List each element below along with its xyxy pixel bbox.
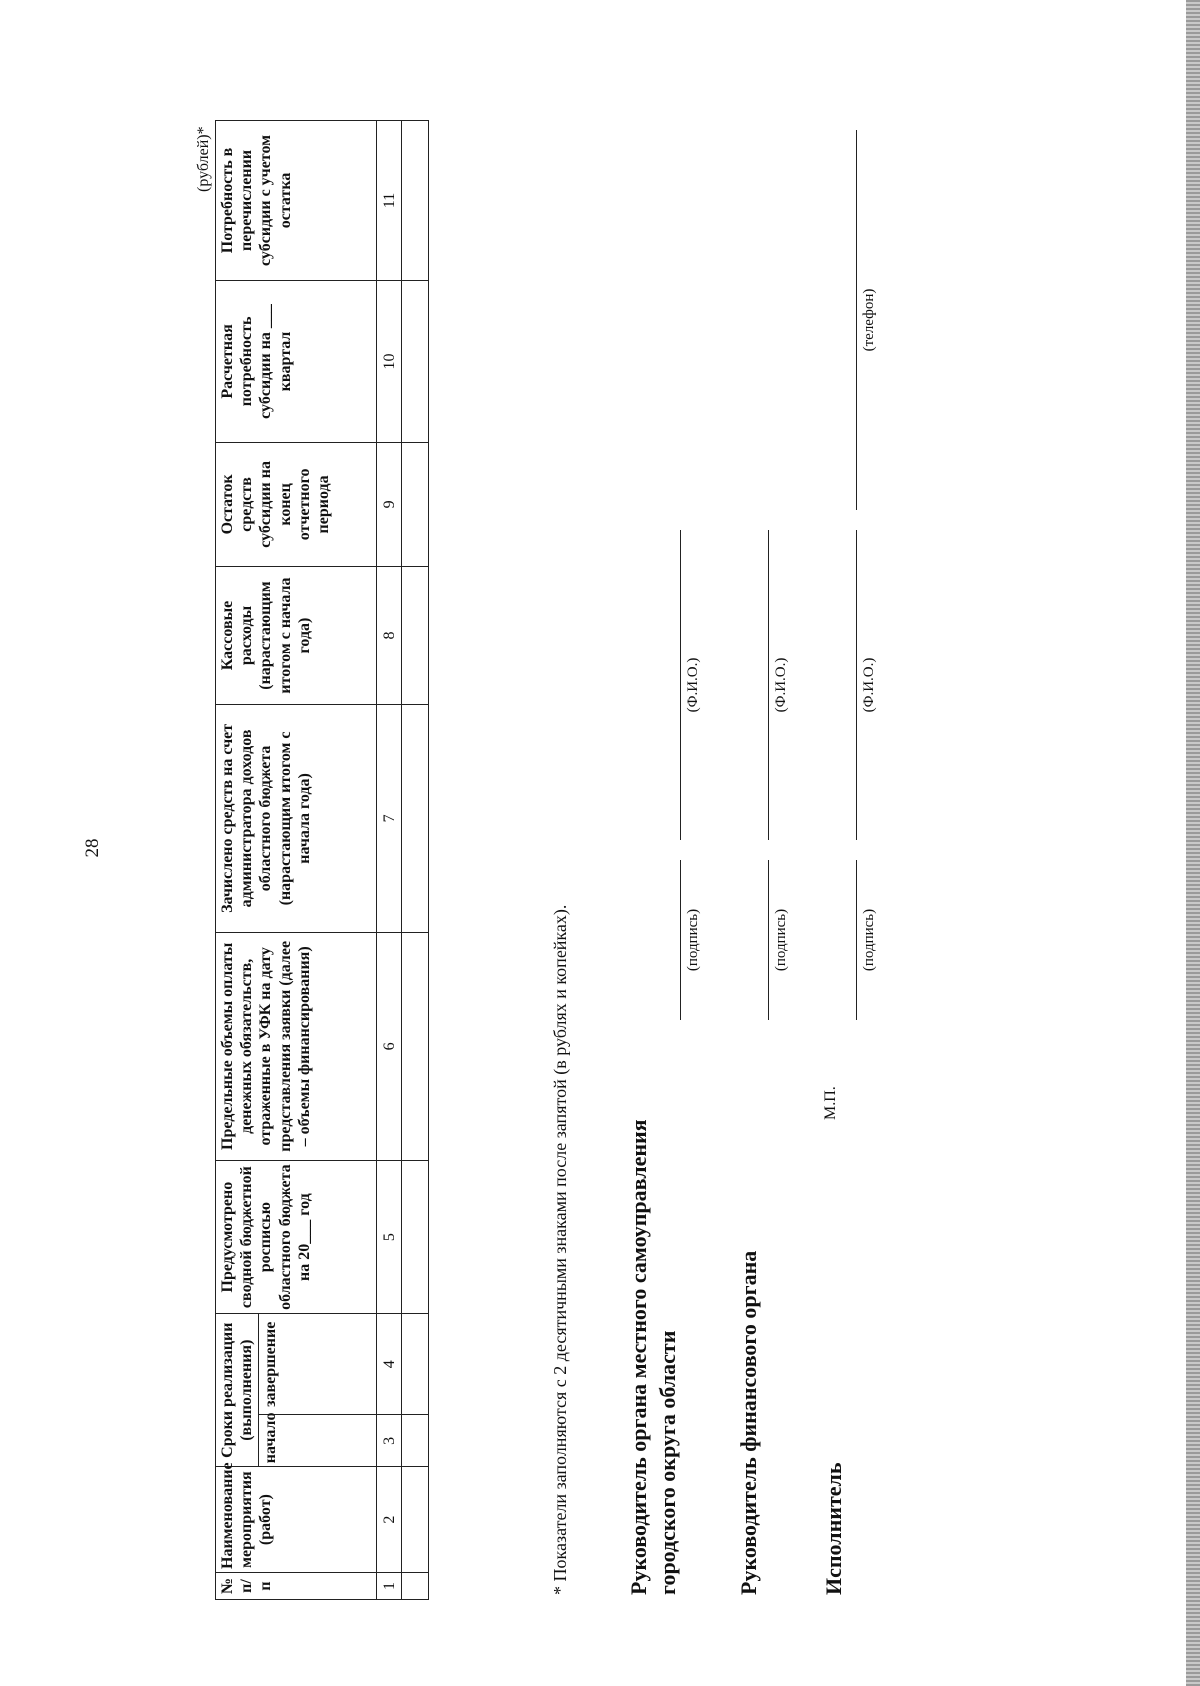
column-number: 4 <box>377 1314 402 1415</box>
table-cell <box>402 121 429 281</box>
table-cell <box>402 1415 429 1467</box>
page-number: 28 <box>82 838 103 858</box>
header-limits: Предельные объемы оплаты денежных обязательств, отраженные в УФК на дату представления заявки (далее – объемы финансирования) <box>216 932 377 1160</box>
table-row <box>402 121 429 1600</box>
name-caption: (Ф.И.О.) <box>773 657 789 713</box>
column-number: 2 <box>377 1467 402 1573</box>
header-activity: Наименование мероприятия (работ) <box>216 1467 377 1573</box>
column-number: 10 <box>377 280 402 442</box>
column-number: 3 <box>377 1415 402 1467</box>
executor-title: Исполнитель <box>821 1462 846 1595</box>
signature-line <box>680 860 681 1020</box>
name-line <box>768 530 769 840</box>
head-local-title: Руководитель органа местного самоуправления городского округа области <box>626 1119 680 1595</box>
table-cell <box>402 1314 429 1415</box>
head-finance-title: Руководитель финансового органа <box>736 1250 761 1595</box>
column-number: 5 <box>377 1161 402 1314</box>
footnote: * Показатели заполняются с 2 десятичными знаками после запятой (в рублях и копейках). <box>550 904 570 1595</box>
table-cell <box>402 932 429 1160</box>
header-start: начало <box>259 1415 377 1467</box>
header-transfer-need: Потребность в перечислении субсидии с учетом остатка <box>216 121 377 281</box>
name-line <box>680 530 681 840</box>
column-number: 7 <box>377 705 402 932</box>
header-end: завершение <box>259 1314 377 1415</box>
table-cell <box>402 1573 429 1600</box>
name-caption: (Ф.И.О.) <box>685 657 701 713</box>
signature-line <box>768 860 769 1020</box>
column-number: 9 <box>377 442 402 566</box>
table-cell <box>402 1161 429 1314</box>
name-caption: (Ф.И.О.) <box>861 657 877 713</box>
header-terms: Сроки реализации (выполнения) <box>216 1314 259 1467</box>
phone-caption: (телефон) <box>861 288 877 352</box>
header-balance: Остаток средств субсидии на конец отчетного периода <box>216 442 377 566</box>
signature-caption: (подпись) <box>685 908 701 972</box>
column-number: 1 <box>377 1573 402 1600</box>
table-cell <box>402 280 429 442</box>
table-cell <box>402 705 429 932</box>
units-label: (рублей)* <box>195 126 212 192</box>
column-numbers-row <box>377 121 402 1600</box>
phone-line <box>856 130 857 510</box>
name-line <box>856 530 857 840</box>
seal-label: М.П. <box>822 1086 839 1120</box>
header-budget: Предусмотрено сводной бюджетной росписью областного бюджета на 20___ год <box>216 1161 377 1314</box>
signature-caption: (подпись) <box>773 908 789 972</box>
column-number: 11 <box>377 121 402 281</box>
signature-caption: (подпись) <box>861 908 877 972</box>
header-credited: Зачислено средств на счет администратора доходов областного бюджета (нарастающим итогом с начала года) <box>216 705 377 932</box>
table-cell <box>402 442 429 566</box>
table-cell <box>402 1467 429 1573</box>
column-number: 8 <box>377 566 402 704</box>
column-number: 6 <box>377 932 402 1160</box>
header-cash-expenses: Кассовые расходы (нарастающим итогом с начала года) <box>216 566 377 704</box>
table-cell <box>402 566 429 704</box>
header-number: № п/п <box>216 1573 377 1600</box>
header-estimated-need: Расчетная потребность субсидии на ___ квартал <box>216 280 377 442</box>
rotated-form <box>190 120 1200 1600</box>
signature-line <box>856 860 857 1020</box>
subsidy-request-table <box>215 120 429 1600</box>
